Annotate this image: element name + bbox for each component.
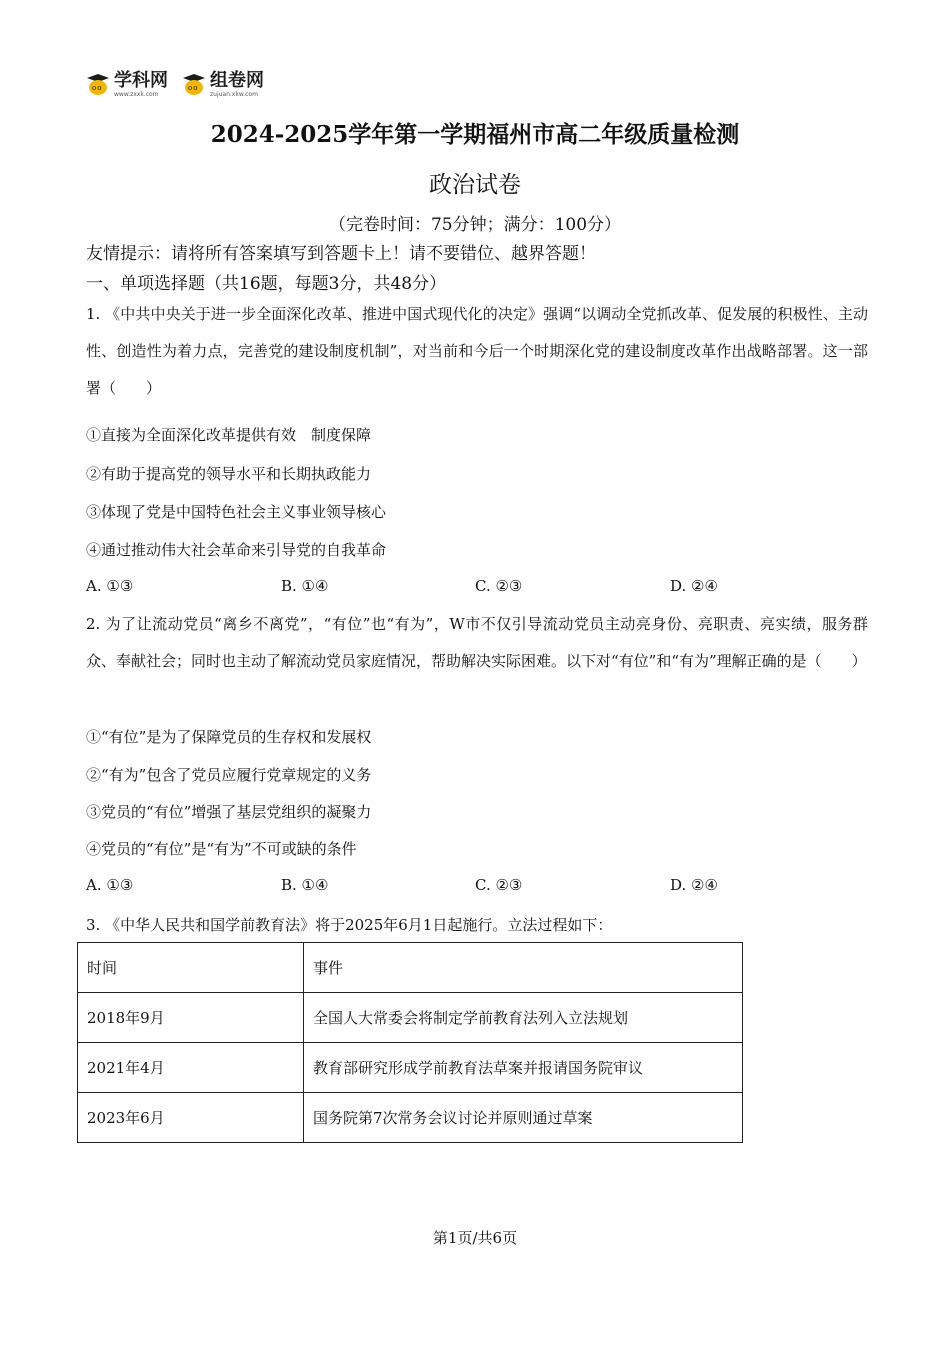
legislation-table (77, 942, 743, 1143)
choice-b: B. ①④ (281, 876, 329, 894)
exam-subject: 政治试卷 (429, 172, 521, 198)
question-2-option-3: ③党员的“有位”增强了基层党组织的凝聚力 (86, 803, 372, 821)
choice-c: C. ②③ (475, 577, 523, 595)
exam-time-info: （完卷时间：75分钟；满分：100分） (328, 215, 622, 235)
table-row (78, 1043, 743, 1093)
logo-url: zujuan.xkw.com (210, 91, 258, 98)
question-1-option-4: ④通过推动伟大社会革命来引导党的自我革命 (86, 541, 387, 559)
header-logos (86, 72, 264, 98)
table-header-time: 时间 (78, 943, 304, 993)
page-number: 第1页/共6页 (432, 1229, 518, 1247)
logo-xuekewang (86, 72, 168, 98)
table-header-row (78, 943, 743, 993)
choice-b: B. ①④ (281, 577, 329, 595)
table-cell-event: 教育部研究形成学前教育法草案并报请国务院审议 (304, 1043, 743, 1093)
exam-tip: 友情提示：请将所有答案填写到答题卡上！请不要错位、越界答题！ (86, 244, 596, 264)
section-title: 一、单项选择题（共16题，每题3分，共48分） (86, 274, 447, 294)
choice-c: C. ②③ (475, 876, 523, 894)
question-1-option-2: ②有助于提高党的领导水平和长期执政能力 (86, 465, 372, 483)
mascot-icon: oo (182, 74, 206, 96)
question-2-stem: 2. 为了让流动党员“离乡不离党”，“有位”也“有为”，W市不仅引导流动党员主动亮身份、亮职责、亮实绩，服务群众、奉献社会；同时也主动了解流动党员家庭情况，帮助解决实际困难。以下对“有位”和“有为”理解正确的是（ ） (86, 615, 868, 670)
question-2-option-1: ①“有位”是为了保障党员的生存权和发展权 (86, 728, 372, 746)
question-2-option-4: ④党员的“有位”是“有为”不可或缺的条件 (86, 840, 357, 858)
logo-name: 学科网 (114, 70, 168, 91)
question-1-option-3: ③体现了党是中国特色社会主义事业领导核心 (86, 503, 387, 521)
question-1-stem: 1. 《中共中央关于进一步全面深化改革、推进中国式现代化的决定》强调“以调动全党抓改革、促发展的积极性、主动性、创造性为着力点，完善党的建设制度机制”，对当前和今后一个时期深化党的建设制度改革作出战略部署。这一部署（ ） (86, 305, 868, 397)
logo-zujuanwang (182, 72, 264, 98)
logo-name: 组卷网 (210, 70, 264, 91)
question-2-option-2: ②“有为”包含了党员应履行党章规定的义务 (86, 766, 372, 784)
mascot-icon: oo (86, 74, 110, 96)
table-cell-event: 全国人大常委会将制定学前教育法列入立法规划 (304, 993, 743, 1043)
table-header-event: 事件 (304, 943, 743, 993)
choice-a: A. ①③ (86, 577, 134, 595)
choice-d: D. ②④ (670, 876, 718, 894)
table-cell-event: 国务院第7次常务会议讨论并原则通过草案 (304, 1093, 743, 1143)
choice-d: D. ②④ (670, 577, 718, 595)
exam-title: 2024-2025学年第一学期福州市高二年级质量检测 (210, 121, 740, 148)
table-row (78, 1093, 743, 1143)
table-cell-time: 2023年6月 (78, 1093, 304, 1143)
choice-a: A. ①③ (86, 876, 134, 894)
logo-url: www.zxxk.com (114, 91, 159, 98)
question-1-option-1: ①直接为全面深化改革提供有效 制度保障 (86, 426, 372, 444)
table-cell-time: 2021年4月 (78, 1043, 304, 1093)
table-row (78, 993, 743, 1043)
question-3-stem: 3. 《中华人民共和国学前教育法》将于2025年6月1日起施行。立法过程如下： (86, 916, 613, 934)
table-cell-time: 2018年9月 (78, 993, 304, 1043)
